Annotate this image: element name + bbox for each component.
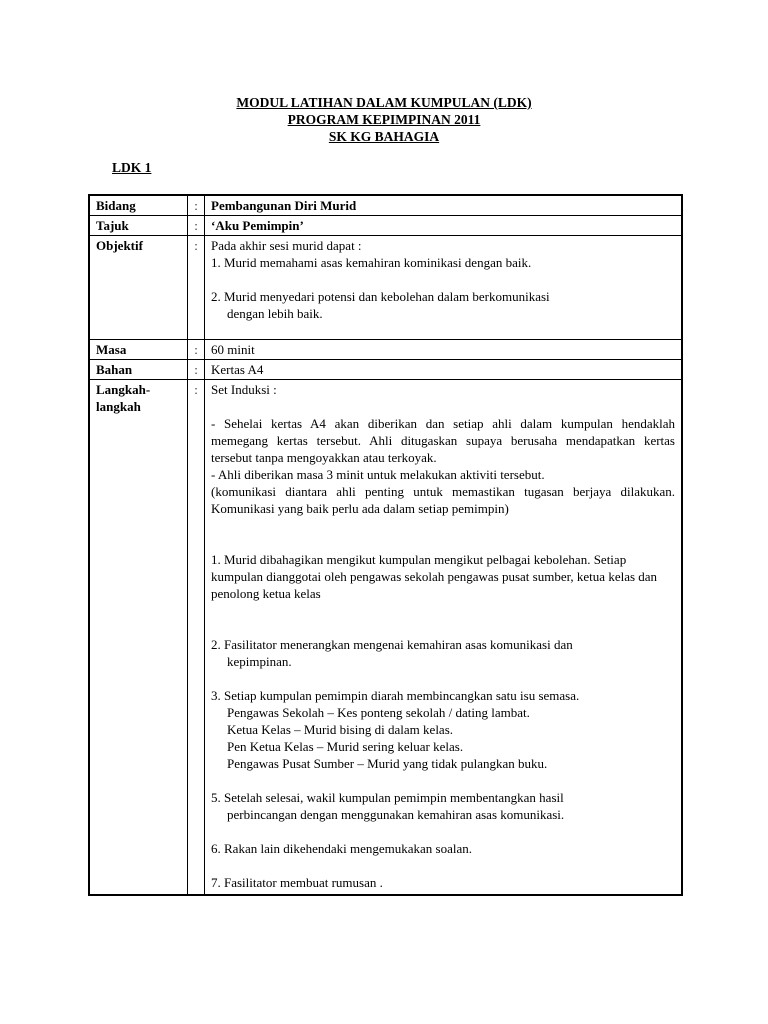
activity-table: [88, 194, 683, 896]
step-3-item: Pen Ketua Kelas – Murid sering keluar kelas.: [227, 739, 464, 754]
masa-value: 60 minit: [205, 340, 683, 360]
set-induksi-heading: Set Induksi :: [211, 382, 277, 397]
colon: :: [188, 360, 205, 380]
induksi-paragraph-3: (komunikasi diantara ahli penting untuk memastikan tugasan berjaya dilakukan. Komunikasi yang baik perlu ada dalam setiap pemimpin): [211, 484, 675, 516]
colon: :: [188, 195, 205, 216]
step-3: 3. Setiap kumpulan pemimpin diarah membincangkan satu isu semasa.: [211, 688, 580, 703]
doc-title-line3: SK KG BAHAGIA: [328, 129, 440, 144]
step-1: 1. Murid dibahagikan mengikut kumpulan mengikut pelbagai kebolehan. Setiap kumpulan dianggotai oleh pengawas sekolah pengawas pusat sumber, ketua kelas dan penolong ketua kelas: [211, 552, 658, 601]
colon: :: [188, 340, 205, 360]
objektif-intro: Pada akhir sesi murid dapat :: [211, 238, 362, 253]
step-5-cont: perbincangan dengan menggunakan kemahiran asas komunikasi.: [227, 807, 565, 822]
ldk-label: LDK 1: [112, 160, 152, 175]
bidang-label: Bidang: [89, 195, 188, 216]
colon: :: [188, 236, 205, 340]
langkah-label-a: Langkah-: [96, 382, 151, 397]
row-bidang: [89, 195, 682, 216]
bahan-value: Kertas A4: [205, 360, 683, 380]
step-5: 5. Setelah selesai, wakil kumpulan pemimpin membentangkan hasil: [211, 790, 564, 805]
tajuk-value: ‘Aku Pemimpin’: [205, 216, 683, 236]
objektif-label: Objektif: [89, 236, 188, 340]
colon: :: [188, 380, 205, 895]
induksi-paragraph-1: - Sehelai kertas A4 akan diberikan dan setiap ahli dalam kumpulan hendaklah memegang kertas tersebut. Ahli ditugaskan supaya berusaha mendapatkan kertas tersebut tanpa mengoyakkan atau terkoyak.: [211, 416, 675, 465]
step-3-item: Pengawas Sekolah – Kes ponteng sekolah / dating lambat.: [227, 705, 530, 720]
step-2: 2. Fasilitator menerangkan mengenai kemahiran asas komunikasi dan: [211, 637, 573, 652]
row-langkah: [89, 380, 682, 895]
bidang-value: Pembangunan Diri Murid: [205, 195, 683, 216]
doc-title-line2: PROGRAM KEPIMPINAN 2011: [287, 112, 481, 127]
langkah-value: [205, 380, 683, 895]
objektif-value: [205, 236, 683, 340]
step-7: 7. Fasilitator membuat rumusan .: [211, 875, 383, 890]
row-masa: [89, 340, 682, 360]
row-objektif: [89, 236, 682, 340]
langkah-label-b: langkah: [96, 399, 141, 414]
tajuk-label: Tajuk: [89, 216, 188, 236]
objektif-item-2-cont: dengan lebih baik.: [227, 306, 323, 321]
row-tajuk: [89, 216, 682, 236]
masa-label: Masa: [89, 340, 188, 360]
objektif-item-2: 2. Murid menyedari potensi dan kebolehan dalam berkomunikasi: [211, 289, 550, 304]
colon: :: [188, 216, 205, 236]
induksi-paragraph-2: - Ahli diberikan masa 3 minit untuk melakukan aktiviti tersebut.: [211, 467, 545, 482]
step-2-cont: kepimpinan.: [227, 654, 292, 669]
row-bahan: [89, 360, 682, 380]
langkah-label: [89, 380, 188, 895]
bahan-label: Bahan: [89, 360, 188, 380]
step-6: 6. Rakan lain dikehendaki mengemukakan soalan.: [211, 841, 473, 856]
doc-title-line1: MODUL LATIHAN DALAM KUMPULAN (LDK): [236, 95, 532, 110]
step-3-item: Ketua Kelas – Murid bising di dalam kelas.: [227, 722, 454, 737]
objektif-item-1: 1. Murid memahami asas kemahiran kominikasi dengan baik.: [211, 255, 532, 270]
step-3-item: Pengawas Pusat Sumber – Murid yang tidak pulangkan buku.: [227, 756, 548, 771]
